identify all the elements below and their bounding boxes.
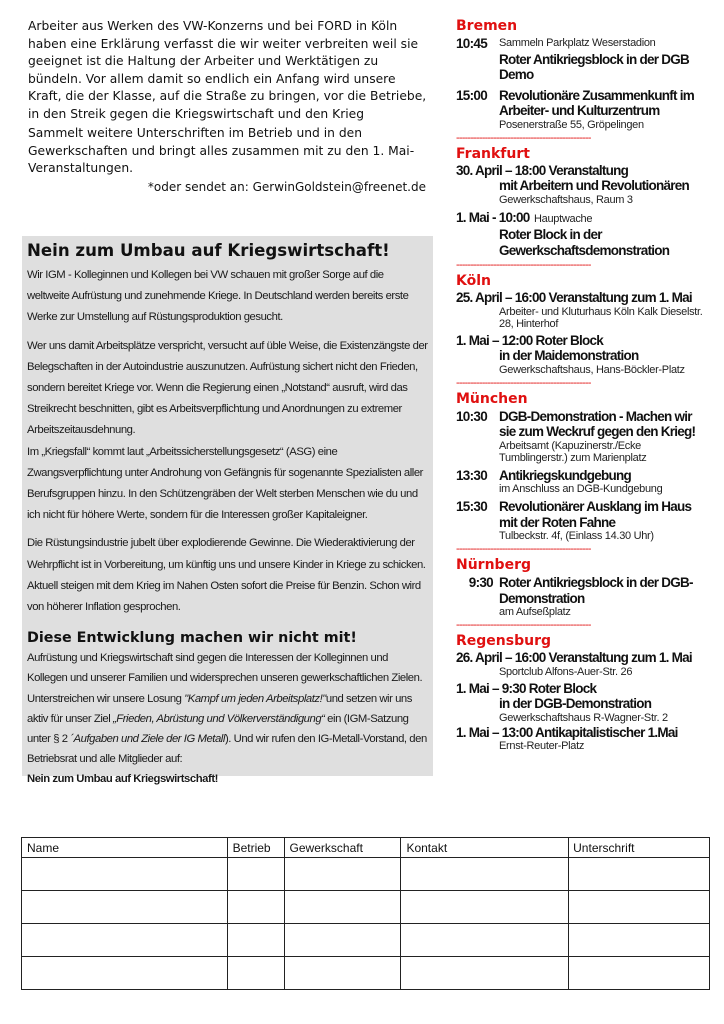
- signature-cell[interactable]: [401, 957, 569, 990]
- event-time: 13:30: [456, 467, 488, 483]
- intro-paragraph: Arbeiter aus Werken des VW-Konzerns und bei FORD in Köln haben eine Erklärung verfasst die wir weiter verbreiten weil sie geeignet ist die Haltung der Arbeiter und Werktätigen zu bündeln. Vor allem damit so endlich ein Anfang wird unsere Kraft, die der Klasse, auf die Straße zu bringen, vor die Betriebe, in den Streik gegen die Kriegswirtschaft und den Krieg: [28, 19, 427, 121]
- goal-quote: „Frieden, Abrüstung und Völkerverständigung“: [112, 712, 325, 725]
- signature-cell[interactable]: [284, 924, 401, 957]
- event-title: in der DGB-Demonstration: [499, 696, 652, 711]
- signature-cell[interactable]: [284, 891, 401, 924]
- signature-cell[interactable]: [227, 957, 284, 990]
- event-time: 10:30: [456, 408, 488, 424]
- section-separator: -----------------------------------------------: [456, 132, 591, 144]
- event-title: mit Arbeitern und Revolutionären: [499, 178, 690, 193]
- event-title: 1. Mai – 13:00 Antikapitalistischer 1.Mai: [456, 724, 678, 740]
- signature-cell[interactable]: [401, 891, 569, 924]
- signature-table: [21, 837, 710, 990]
- intro-section: [28, 18, 428, 194]
- event-item: [456, 409, 711, 464]
- city-heading-regensburg: Regensburg: [456, 633, 552, 649]
- event-title: Roter Antikriegsblock in der DGB Demo: [499, 51, 690, 82]
- table-row: [22, 957, 710, 990]
- column-header-unterschrift: Unterschrift: [569, 838, 710, 858]
- event-title: Revolutionärer Ausklang im Haus mit der Roten Fahne: [499, 499, 692, 530]
- signature-cell[interactable]: [401, 858, 569, 891]
- signature-cell[interactable]: [22, 957, 228, 990]
- event-title: 30. April – 18:00 Veranstaltung: [456, 162, 629, 178]
- section-separator: -----------------------------------------------: [456, 620, 591, 631]
- event-location: im Anschluss an DGB-Kundgebung: [499, 483, 663, 495]
- column-header-gewerkschaft: Gewerkschaft: [284, 838, 401, 858]
- signature-cell[interactable]: [284, 858, 401, 891]
- signature-cell[interactable]: [227, 858, 284, 891]
- event-location: Tulbeckstr. 4f, (Einlass 14.30 Uhr): [499, 530, 654, 542]
- event-title: Roter Block in der Gewerkschaftsdemonstration: [499, 227, 670, 258]
- event-title: 25. April – 16:00 Veranstaltung zum 1. Mai: [456, 290, 692, 305]
- column-header-betrieb: Betrieb: [227, 838, 284, 858]
- event-location: Posenerstraße 55, Gröpelingen: [499, 118, 644, 131]
- declaration-text: Im „Kriegsfall“ kommt laut „Arbeitssicherstellungsgesetz“ (ASG) eine Zwangsverpflichtung unter Androhung von Gefängnis für sogenannte Spezialisten aller Berufsgruppen hinzu. In den Schützengräben der Welt sterben Menschen wie du und ich nicht für höhere Werte, sondern für die Interessen großer Kapitaleigner.: [27, 445, 423, 522]
- city-heading-muenchen: München: [456, 390, 528, 407]
- declaration-final-slogan: Nein zum Umbau auf Kriegswirtschaft!: [27, 773, 218, 786]
- declaration-heading: Nein zum Umbau auf Kriegswirtschaft!: [27, 241, 390, 260]
- declaration-paragraph: [27, 648, 428, 789]
- event-item: [456, 468, 711, 496]
- event-time: 10:45: [456, 36, 488, 51]
- signature-cell[interactable]: [227, 924, 284, 957]
- event-location: Gewerkschaftshaus R-Wagner-Str. 2: [499, 711, 668, 724]
- event-location: Arbeiter- und Kluturhaus Köln Kalk Dieselstr. 28, Hinterhof: [499, 305, 703, 330]
- events-column: [456, 18, 711, 752]
- event-item: [456, 575, 711, 618]
- signature-cell[interactable]: [22, 858, 228, 891]
- event-title: in der Maidemonstration: [499, 348, 639, 363]
- declaration-text: ). Und wir rufen den IG-Metall-Vorstand, den Betriebsrat und alle Mitglieder auf:: [27, 733, 427, 766]
- table-row: [22, 891, 710, 924]
- city-heading-koeln: Köln: [456, 273, 491, 289]
- statute-quote: ´Aufgaben und Ziele der IG Metall: [70, 733, 225, 746]
- event-location: Gewerkschaftshaus, Hans-Böckler-Platz: [499, 363, 685, 376]
- event-time: 1. Mai - 10:00: [456, 209, 530, 225]
- declaration-subheading: Diese Entwicklung machen wir nicht mit!: [27, 630, 357, 647]
- signature-cell[interactable]: [569, 858, 710, 891]
- event-location: Arbeitsamt (Kapuzinerstr./Ecke Tumblingerstr.) zum Marienplatz: [499, 439, 647, 464]
- declaration-paragraph: Wir IGM - Kolleginnen und Kollegen bei VW schauen mit großer Sorge auf die weltweite Aufrüstung und zunehmende Kriege. In Deutschland werden bereits erste Werke zur Umstellung auf Rüstungsproduktion gesucht.: [27, 269, 409, 324]
- signature-cell[interactable]: [284, 957, 401, 990]
- intro-call-to-action: Sammelt weitere Unterschriften im Betrieb und in den Gewerkschaften und bringt alles zusammen mit zu den 1. Mai-Veranstaltungen.: [28, 126, 415, 175]
- event-title: Antikriegskundgebung: [499, 467, 632, 483]
- declaration-text: und setzen wir uns aktiv für unser Ziel: [27, 692, 412, 725]
- table-row: [22, 858, 710, 891]
- event-location: Hauptwache: [534, 212, 593, 225]
- signature-cell[interactable]: [227, 891, 284, 924]
- city-heading-nuernberg: Nürnberg: [456, 557, 531, 573]
- event-location: Gewerkschaftshaus, Raum 3: [499, 193, 633, 206]
- signature-cell[interactable]: [401, 924, 569, 957]
- declaration-box: [22, 236, 433, 786]
- city-heading-bremen: Bremen: [456, 18, 518, 34]
- table-row: [22, 924, 710, 957]
- declaration-text: Aufrüstung und Kriegswirtschaft sind gegen die Interessen der Kolleginnen und Kollegen und unserer Familien und widersprechen unseren gewerkschaftlichen Zielen. Unterstreichen wir unsere Losung: [27, 652, 423, 705]
- event-title: Revolutionäre Zusammenkunft im Arbeiter- und Kulturzentrum: [499, 87, 695, 118]
- event-title: 26. April – 16:00 Veranstaltung zum 1. Mai: [456, 650, 692, 665]
- event-title: 1. Mai – 12:00 Roter Block: [456, 332, 604, 348]
- slogan-quote: "Kampf um jeden Arbeitsplatz!": [184, 692, 326, 705]
- event-time: 9:30: [468, 575, 493, 590]
- column-header-kontakt: Kontakt: [401, 838, 569, 858]
- section-separator: -----------------------------------------------: [456, 377, 591, 389]
- signature-cell[interactable]: [569, 957, 710, 990]
- column-header-name: Name: [22, 838, 228, 858]
- signature-cell[interactable]: [22, 924, 228, 957]
- event-title: 1. Mai – 9:30 Roter Block: [456, 680, 597, 696]
- event-item: [456, 36, 711, 83]
- signature-cell[interactable]: [569, 924, 710, 957]
- signature-cell[interactable]: [22, 891, 228, 924]
- event-time: 15:00: [456, 87, 488, 103]
- table-header-row: [22, 838, 710, 858]
- declaration-paragraph: [27, 336, 428, 527]
- declaration-text: ein (IGM-Satzung unter § 2: [27, 712, 409, 746]
- event-item: [456, 209, 711, 228]
- event-location: Sportclub Alfons-Auer-Str. 26: [499, 665, 633, 678]
- city-heading-frankfurt: Frankfurt: [456, 145, 530, 162]
- event-item: [456, 88, 711, 131]
- signature-cell[interactable]: [569, 891, 710, 924]
- declaration-paragraph: Die Rüstungsindustrie jubelt über explodierende Gewinne. Die Wiederaktivierung der Wehrpflicht ist in Vorbereitung, um künftig uns und unsere Kinder in Kriege zu schicken. Aktuell steigen mit dem Krieg im Nahen Osten sofort die Preise für Benzin. Schon wird von höherer Inflation gesprochen.: [27, 537, 426, 614]
- declaration-text: Wer uns damit Arbeitsplätze verspricht, versucht auf üble Weise, die Existenzängste der Belegschaften in der Autoindustrie auszunutzen. Aufrüstung sichert nicht den Frieden, sondern bereitet Kriege vor. Wenn die Regierung einen „Notstand“ ausruft, wird das Streikrecht beschnitten, gibt es Arbeitsverpflichtung und Anordnungen zu extremer Arbeitszeitausdehnung.: [27, 339, 428, 437]
- event-item: [456, 499, 711, 542]
- event-location: am Aufseßplatz: [499, 606, 571, 618]
- section-separator: -----------------------------------------------: [456, 544, 591, 555]
- event-time: 15:30: [456, 499, 488, 514]
- event-title: Roter Antikriegsblock in der DGB-Demonstration: [499, 575, 693, 606]
- event-location: Sammeln Parkplatz Weserstadion: [499, 37, 656, 49]
- event-title: DGB-Demonstration - Machen wir sie zum Weckruf gegen den Krieg!: [499, 408, 696, 439]
- section-separator: -----------------------------------------------: [456, 260, 591, 271]
- intro-email-line: *oder sendet an: GerwinGoldstein@freenet.de: [147, 179, 426, 194]
- event-location: Ernst-Reuter-Platz: [499, 740, 585, 752]
